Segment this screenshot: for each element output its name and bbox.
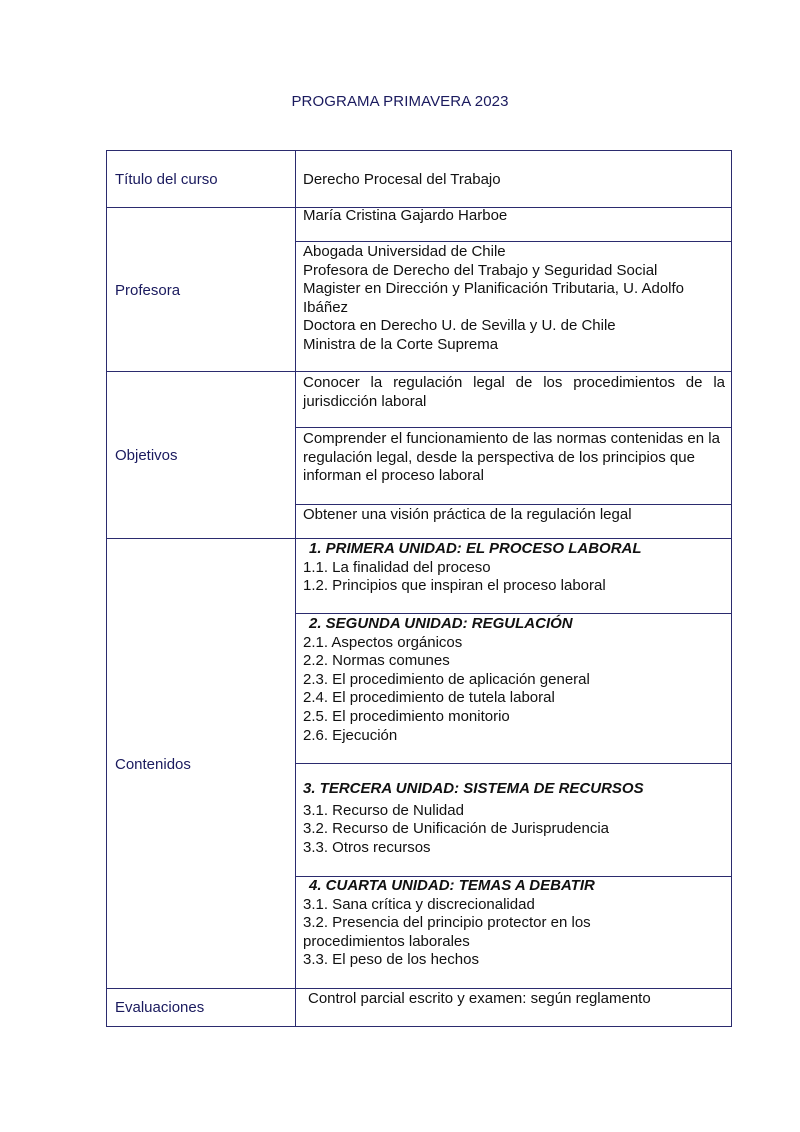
label-titulo: Título del curso — [115, 171, 218, 188]
unit-item: 2.4. El procedimiento de tutela laboral — [303, 689, 555, 707]
unit-heading: 2. SEGUNDA UNIDAD: REGULACIÓN — [309, 615, 573, 632]
unit-item: 2.1. Aspectos orgánicos — [303, 633, 463, 651]
cell-divider — [296, 427, 732, 428]
unit-item: 2.5. El procedimiento monitorio — [303, 707, 510, 725]
value-titulo: Derecho Procesal del Trabajo — [303, 171, 501, 188]
unit-item: 2.6. Ejecución — [303, 726, 398, 744]
table-border-right — [731, 150, 732, 1027]
unit-heading: 3. TERCERA UNIDAD: SISTEMA DE RECURSOS — [303, 780, 644, 797]
column-divider — [295, 150, 296, 1027]
course-table — [106, 150, 732, 1027]
table-border-top — [106, 150, 732, 151]
profesora-credentials — [303, 243, 723, 355]
unit-block — [303, 780, 725, 857]
unit-item: 1.1. La finalidad del proceso — [303, 558, 491, 576]
unit-item: 3.3. El peso de los hechos — [303, 951, 479, 969]
unit-item: 3.3. Otros recursos — [303, 838, 431, 856]
credential-line: Magister en Dirección y Planificación Tributaria, U. Adolfo Ibáñez — [303, 280, 685, 316]
label-evaluaciones: Evaluaciones — [115, 999, 205, 1016]
unit-block — [303, 877, 623, 970]
unit-block — [303, 540, 725, 596]
cell-divider — [296, 763, 732, 764]
unit-block — [303, 615, 725, 745]
row-divider — [106, 371, 732, 372]
objetivo-item: Obtener una visión práctica de la regulación legal — [303, 506, 632, 523]
unit-heading: 1. PRIMERA UNIDAD: EL PROCESO LABORAL — [309, 540, 642, 557]
unit-item: 2.3. El procedimiento de aplicación general — [303, 670, 590, 688]
profesora-name: María Cristina Gajardo Harboe — [303, 207, 508, 224]
table-border-left — [106, 150, 107, 1027]
unit-item: 1.2. Principios que inspiran el proceso laboral — [303, 577, 606, 595]
unit-item: 3.1. Recurso de Nulidad — [303, 801, 464, 819]
credential-line: Ministra de la Corte Suprema — [303, 335, 499, 353]
unit-item: 3.2. Presencia del principio protector en los procedimientos laborales — [303, 914, 591, 950]
table-border-bottom — [106, 1026, 732, 1027]
label-contenidos: Contenidos — [115, 756, 191, 773]
unit-heading: 4. CUARTA UNIDAD: TEMAS A DEBATIR — [309, 877, 595, 894]
credential-line: Doctora en Derecho U. de Sevilla y U. de Chile — [303, 317, 616, 335]
unit-item: 2.2. Normas comunes — [303, 652, 450, 670]
credential-line: Profesora de Derecho del Trabajo y Seguridad Social — [303, 261, 658, 279]
label-profesora: Profesora — [115, 282, 181, 299]
page-title: PROGRAMA PRIMAVERA 2023 — [291, 93, 509, 110]
objetivo-item: Comprender el funcionamiento de las normas contenidas en la regulación legal, desde la perspectiva de los principios que informan el proceso laboral — [303, 430, 720, 485]
objetivo-item: Conocer la regulación legal de los procedimientos de la jurisdicción laboral — [303, 374, 725, 410]
unit-item: 3.1. Sana crítica y discrecionalidad — [303, 895, 535, 913]
label-objetivos: Objetivos — [115, 447, 178, 464]
unit-item: 3.2. Recurso de Unificación de Jurisprudencia — [303, 820, 609, 838]
value-evaluaciones: Control parcial escrito y examen: según reglamento — [308, 990, 651, 1007]
credential-line: Abogada Universidad de Chile — [303, 243, 506, 260]
